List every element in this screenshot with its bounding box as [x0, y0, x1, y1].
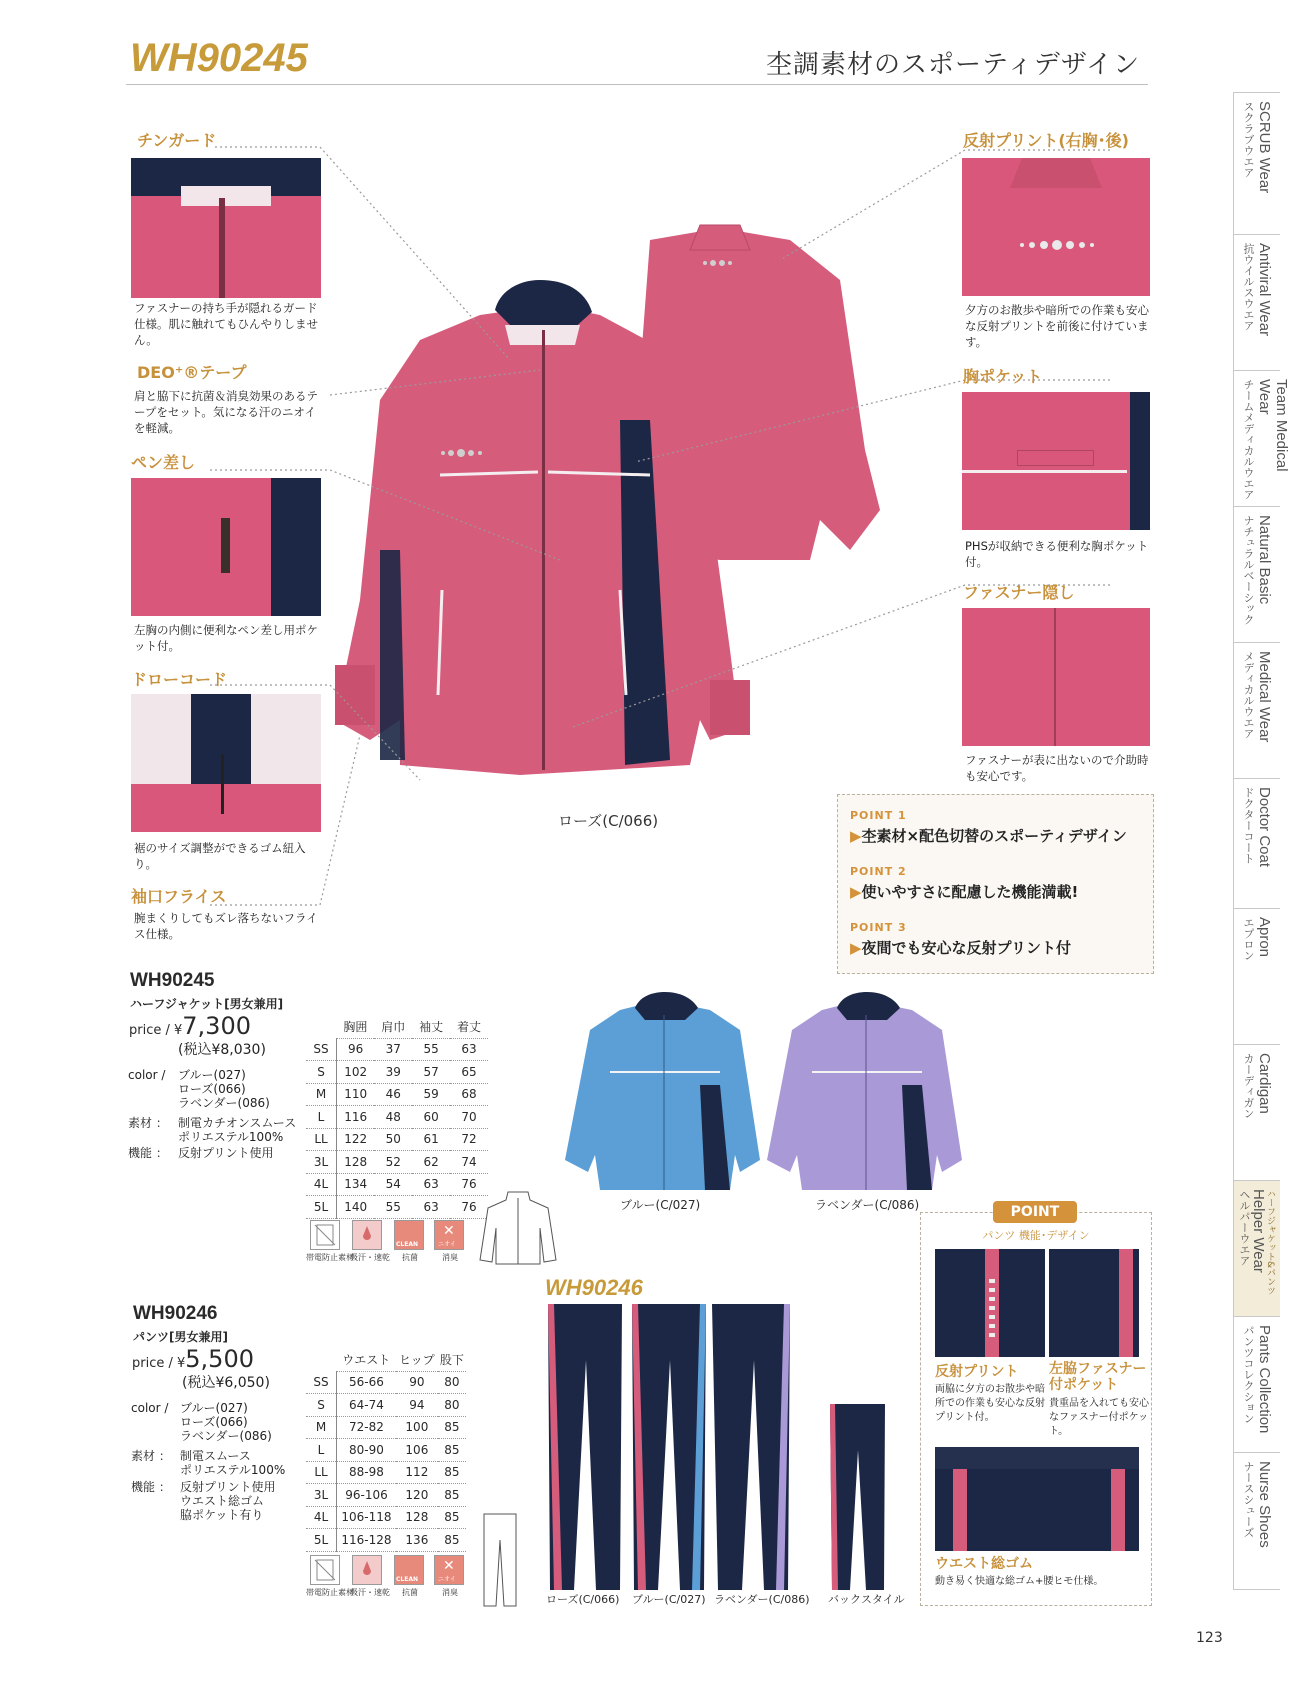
product2-function-label: 機能 ：	[131, 1480, 171, 1494]
sidebar-label-en: Medical Wear	[1256, 651, 1273, 743]
table-cell: 90	[396, 1371, 438, 1394]
table-cell: 72	[450, 1128, 488, 1151]
table-cell: 85	[438, 1461, 466, 1484]
function-item: 反射プリント使用	[178, 1146, 274, 1160]
sidebar-label-jp: エプロン	[1242, 917, 1255, 961]
point-3-label: POINT 3	[850, 921, 907, 934]
table-row	[306, 1106, 488, 1129]
sidebar-label-jp: メディカルウエア	[1242, 651, 1255, 739]
col-header: 胸囲	[337, 1016, 375, 1038]
table-cell: 80-90	[337, 1439, 396, 1462]
sidebar-item-nurse-shoes[interactable]	[1233, 1452, 1280, 1590]
table-cell: LL	[306, 1461, 337, 1484]
icon-label-1: 帯電防止素材	[306, 1588, 354, 1597]
table-cell: 48	[374, 1106, 412, 1129]
product2-icons	[306, 1555, 496, 1599]
table-cell: M	[306, 1416, 337, 1439]
icon-nioi-text: ニオイ	[438, 1241, 456, 1248]
table-row	[306, 1394, 466, 1417]
icon-label-3: 抗菌	[402, 1588, 418, 1597]
table-cell: 57	[412, 1061, 450, 1084]
table-cell: 3L	[306, 1151, 337, 1174]
sidebar-label-jp: ナチュラルベーシック	[1242, 515, 1255, 625]
table-row	[306, 1083, 488, 1106]
color-item: ブルー(027)	[180, 1401, 248, 1415]
table-row	[306, 1151, 488, 1174]
size-table-header	[306, 1349, 466, 1371]
table-cell: 5L	[306, 1196, 337, 1219]
product1-price	[129, 1012, 251, 1040]
product1-color-label: color /	[128, 1068, 166, 1082]
material-item: ポリエステル100%	[180, 1463, 286, 1477]
table-cell: 94	[396, 1394, 438, 1417]
point-panel-badge: POINT	[993, 1201, 1077, 1223]
table-row	[306, 1061, 488, 1084]
callout-reflect-title: 反射プリント(右胸･後)	[963, 131, 1129, 150]
product2-colors	[180, 1401, 272, 1443]
page-tagline: 杢調素材のスポーティデザイン	[766, 50, 1141, 80]
callout-deo-tape-text: 肩と脇下に抗菌＆消臭効果のあるテープをセット。気になる汗のニオイを軽減。	[134, 389, 318, 435]
pants-line-drawing	[480, 1510, 520, 1610]
point-2-text	[850, 881, 1078, 902]
table-cell: 128	[337, 1151, 375, 1174]
table-cell: 112	[396, 1461, 438, 1484]
table-row	[306, 1038, 488, 1061]
table-cell: 102	[337, 1061, 375, 1084]
arrow-icon: ▶	[850, 883, 862, 901]
pants-model-title: WH90246	[545, 1275, 643, 1300]
point-panel-item2-title: 左脇ファスナー付ポケット	[1049, 1361, 1147, 1393]
callout-chin-guard-text: ファスナーの持ち手が隠れるガード仕様。肌に触れてもひんやりしません。	[134, 301, 318, 347]
product2-code: WH90246	[133, 1303, 218, 1324]
product1-name: ハーフジャケット[男女兼用]	[130, 997, 284, 1011]
function-item: 反射プリント使用	[180, 1480, 276, 1494]
page-number: 123	[1196, 1630, 1223, 1646]
color-item: ローズ(066)	[180, 1415, 248, 1429]
icon-label-3: 抗菌	[402, 1253, 418, 1262]
sidebar-label-jp: スクラブウエア	[1242, 101, 1255, 178]
arrow-icon: ▶	[850, 939, 862, 957]
table-cell: 85	[438, 1506, 466, 1529]
table-row	[306, 1128, 488, 1151]
callout-pen-text: 左胸の内側に便利なペン差し用ポケット付。	[134, 623, 318, 653]
product1-colors	[178, 1068, 270, 1110]
table-cell: 88-98	[337, 1461, 396, 1484]
table-cell: 85	[438, 1529, 466, 1552]
product1-function-label: 機能 ：	[128, 1146, 168, 1160]
col-header: 袖丈	[412, 1016, 450, 1038]
product2-size-table	[306, 1349, 466, 1552]
callout-cuff-text: 腕まくりしてもズレ落ちないフライス仕様。	[134, 911, 318, 941]
product1-material-label: 素材 ：	[128, 1116, 168, 1130]
blue-jacket-image	[560, 990, 770, 1190]
table-cell: 128	[396, 1506, 438, 1529]
product2-tax: (税込¥6,050)	[182, 1375, 270, 1391]
sidebar-label-en: Doctor Coat	[1256, 787, 1273, 868]
point-1-text-value: 杢素材×配色切替のスポーティデザイン	[861, 827, 1127, 845]
deodorant-icon	[434, 1555, 464, 1585]
point-3-text	[850, 937, 1071, 958]
price-label: price / ¥	[129, 1023, 183, 1038]
lavender-jacket-caption: ラベンダー(C/086)	[815, 1198, 920, 1212]
size-table-header	[306, 1016, 488, 1038]
table-cell: 106	[396, 1439, 438, 1462]
col-header: ヒップ	[396, 1349, 438, 1371]
zip-hide-photo	[962, 608, 1150, 746]
icon-label-1: 帯電防止素材	[306, 1253, 354, 1262]
product2-price	[132, 1345, 254, 1373]
point-panel-item1-text: 両脇に夕方のお散歩や暗所での作業も安心な反射プリント付。	[935, 1384, 1045, 1423]
table-cell: 116-128	[337, 1529, 396, 1552]
table-cell: 65	[450, 1061, 488, 1084]
table-cell: 110	[337, 1083, 375, 1106]
pants-images	[540, 1300, 910, 1595]
zip-pocket-photo	[1049, 1249, 1139, 1357]
table-cell: 140	[337, 1196, 375, 1219]
product2-material-label: 素材 ：	[131, 1449, 171, 1463]
function-item: 脇ポケット有り	[180, 1508, 264, 1522]
callout-zip-hide-title: ファスナー隠し	[963, 583, 1075, 602]
color-item: ラベンダー(086)	[180, 1429, 272, 1443]
sidebar-label-sub: ハーフジャケット&パンツ	[1265, 1189, 1275, 1296]
table-cell: 106-118	[337, 1506, 396, 1529]
icon-clean-text: CLEAN	[396, 1241, 418, 1248]
table-cell: 55	[374, 1196, 412, 1219]
sidebar-label-en: Helper Wear	[1250, 1189, 1267, 1273]
sidebar-label-en: Pants Collection	[1256, 1325, 1273, 1434]
antibacterial-icon	[394, 1220, 424, 1250]
table-row	[306, 1416, 466, 1439]
table-cell: 68	[450, 1083, 488, 1106]
table-cell: 85	[438, 1416, 466, 1439]
table-cell: 76	[450, 1173, 488, 1196]
product1-function	[178, 1146, 274, 1160]
callout-chest-pocket-text: PHSが収納できる便利な胸ポケット付。	[965, 539, 1149, 569]
table-cell: 116	[337, 1106, 375, 1129]
product2-color-label: color /	[131, 1401, 169, 1415]
table-cell: SS	[306, 1038, 337, 1061]
point-1-label: POINT 1	[850, 809, 907, 822]
pants-caption-rose: ローズ(C/066)	[546, 1593, 620, 1606]
sidebar-label-en: Natural Basic	[1256, 515, 1273, 605]
table-cell: 122	[337, 1128, 375, 1151]
icon-label-4: 消臭	[442, 1253, 458, 1262]
product1-tax: (税込¥8,030)	[178, 1042, 266, 1058]
x-icon: ✕	[443, 1558, 455, 1574]
arrow-icon: ▶	[850, 827, 862, 845]
sidebar-label-jp: ドクターコート	[1242, 787, 1255, 864]
table-cell: 80	[438, 1371, 466, 1394]
callout-chest-pocket-title: 胸ポケット	[963, 367, 1043, 386]
table-cell: S	[306, 1394, 337, 1417]
col-header: 股下	[438, 1349, 466, 1371]
table-cell: 134	[337, 1173, 375, 1196]
material-item: 制電カチオンスムース	[178, 1116, 297, 1130]
table-row	[306, 1371, 466, 1394]
sidebar-label-jp: チームメディカルウエア	[1242, 379, 1255, 500]
sidebar-label-en: Team Medical Wear	[1256, 379, 1290, 472]
table-cell: 80	[438, 1394, 466, 1417]
point-1-text	[850, 825, 1127, 846]
table-row	[306, 1439, 466, 1462]
sweat-dry-icon	[352, 1220, 382, 1250]
price-label: price / ¥	[132, 1356, 186, 1371]
sweat-dry-icon	[352, 1555, 382, 1585]
pants-caption-back: バックスタイル	[828, 1593, 905, 1606]
callout-cuff-title: 袖口フライス	[131, 887, 227, 906]
icon-nioi-text: ニオイ	[438, 1576, 456, 1583]
blue-jacket-caption: ブルー(C/027)	[620, 1198, 701, 1212]
table-cell: 52	[374, 1151, 412, 1174]
col-header: 肩巾	[374, 1016, 412, 1038]
sidebar-label-jp: カーディガン	[1242, 1053, 1255, 1119]
sidebar-label-jp: 抗ウイルスウエア	[1242, 243, 1255, 331]
sidebar-label-en: SCRUB Wear	[1256, 101, 1273, 194]
point-panel-subtitle: パンツ 機能･デザイン	[982, 1229, 1090, 1242]
product2-name: パンツ[男女兼用]	[133, 1330, 228, 1344]
callout-reflect-text: 夕方のお散歩や暗所での作業も安心な反射プリントを前後に付けています。	[965, 303, 1149, 349]
table-cell: 63	[412, 1173, 450, 1196]
sidebar-label-jp: ヘルパーウエア	[1238, 1189, 1251, 1266]
product1-material	[178, 1116, 296, 1144]
product1-icons	[306, 1220, 496, 1264]
table-cell: LL	[306, 1128, 337, 1151]
col-header: 着丈	[450, 1016, 488, 1038]
lavender-jacket-image	[762, 990, 972, 1190]
jacket-line-drawing	[478, 1188, 558, 1266]
color-item: ローズ(066)	[178, 1082, 246, 1096]
points-box	[837, 794, 1154, 974]
table-cell: 74	[450, 1151, 488, 1174]
point-panel-item1-title: 反射プリント	[935, 1364, 1019, 1380]
table-cell: SS	[306, 1371, 337, 1394]
table-cell: L	[306, 1106, 337, 1129]
table-row	[306, 1196, 488, 1219]
table-cell: 96-106	[337, 1484, 396, 1507]
callout-deo-tape-title: DEO⁺®テープ	[137, 363, 247, 382]
antistatic-icon	[310, 1555, 340, 1585]
point-panel-item2-text: 貴重品を入れても安心なファスナー付ポケット。	[1049, 1398, 1149, 1437]
main-color-caption: ローズ(C/066)	[558, 812, 659, 830]
material-item: 制電スムース	[180, 1449, 251, 1463]
table-cell: S	[306, 1061, 337, 1084]
product2-function	[180, 1480, 276, 1522]
icon-label-2: 吸汗・速乾	[350, 1588, 390, 1597]
table-cell: 62	[412, 1151, 450, 1174]
sidebar-label-jp: ナースシューズ	[1242, 1461, 1255, 1538]
table-row	[306, 1529, 466, 1552]
table-cell: 60	[412, 1106, 450, 1129]
sidebar-label-en: Antiviral Wear	[1256, 243, 1273, 337]
table-cell: 72-82	[337, 1416, 396, 1439]
table-cell: 46	[374, 1083, 412, 1106]
pants-caption-blue: ブルー(C/027)	[632, 1593, 706, 1606]
price-value: 7,300	[182, 1012, 251, 1040]
color-item: ブルー(027)	[178, 1068, 246, 1082]
table-cell: 63	[412, 1196, 450, 1219]
reflect-print-photo	[935, 1249, 1045, 1357]
sidebar-item-cardigan[interactable]	[1233, 1044, 1280, 1181]
icon-label-4: 消臭	[442, 1588, 458, 1597]
material-item: ポリエステル100%	[178, 1130, 284, 1144]
sidebar-label-en: Cardigan	[1256, 1053, 1273, 1114]
deodorant-icon	[434, 1220, 464, 1250]
waist-photo	[935, 1447, 1139, 1551]
table-cell: 3L	[306, 1484, 337, 1507]
sidebar-label-jp: パンツコレクション	[1242, 1325, 1255, 1424]
table-cell: 136	[396, 1529, 438, 1552]
point-2-label: POINT 2	[850, 865, 907, 878]
callout-pen-title: ペン差し	[131, 453, 196, 472]
antistatic-icon	[310, 1220, 340, 1250]
table-cell: 85	[438, 1484, 466, 1507]
table-cell: 63	[450, 1038, 488, 1061]
table-cell: 64-74	[337, 1394, 396, 1417]
table-cell: 59	[412, 1083, 450, 1106]
callout-chin-guard-title: チンガード	[137, 131, 217, 150]
color-item: ラベンダー(086)	[178, 1096, 270, 1110]
sidebar-label-en: Apron	[1256, 917, 1273, 958]
product1-code: WH90245	[130, 970, 215, 991]
point-panel	[920, 1204, 1152, 1606]
table-cell: 55	[412, 1038, 450, 1061]
callout-zip-hide-text: ファスナーが表に出ないので介助時も安心です。	[965, 753, 1149, 783]
point-panel-item3-title: ウエスト総ゴム	[935, 1556, 1033, 1572]
sidebar-item-pants-collection[interactable]	[1233, 1316, 1280, 1453]
antibacterial-icon	[394, 1555, 424, 1585]
icon-clean-text: CLEAN	[396, 1576, 418, 1583]
table-cell: 61	[412, 1128, 450, 1151]
table-cell: L	[306, 1439, 337, 1462]
table-row	[306, 1484, 466, 1507]
table-cell: 39	[374, 1061, 412, 1084]
table-cell: 37	[374, 1038, 412, 1061]
chest-pocket-photo	[962, 392, 1150, 530]
product2-material	[180, 1449, 285, 1477]
table-cell: 4L	[306, 1173, 337, 1196]
product1-size-table	[306, 1016, 488, 1219]
table-cell: M	[306, 1083, 337, 1106]
sidebar-label-en: Nurse Shoes	[1256, 1461, 1273, 1548]
callout-drawcord-title: ドローコード	[131, 670, 228, 689]
table-cell: 4L	[306, 1506, 337, 1529]
table-cell: 50	[374, 1128, 412, 1151]
model-title: WH90245	[130, 36, 308, 80]
table-cell: 56-66	[337, 1371, 396, 1394]
table-cell: 100	[396, 1416, 438, 1439]
table-row	[306, 1506, 466, 1529]
table-cell: 70	[450, 1106, 488, 1129]
pants-caption-lavender: ラベンダー(C/086)	[714, 1593, 810, 1606]
icon-label-2: 吸汗・速乾	[350, 1253, 390, 1262]
table-cell: 120	[396, 1484, 438, 1507]
table-row	[306, 1461, 466, 1484]
reflect-photo	[962, 158, 1150, 296]
table-cell: 54	[374, 1173, 412, 1196]
function-item: ウエスト総ゴム	[180, 1494, 265, 1508]
point-2-text-value: 使いやすさに配慮した機能満載!	[861, 883, 1079, 901]
table-cell: 5L	[306, 1529, 337, 1552]
callout-drawcord-text: 裾のサイズ調整ができるゴム紐入り。	[134, 841, 306, 871]
x-icon: ✕	[443, 1223, 455, 1239]
table-cell: 96	[337, 1038, 375, 1061]
table-cell: 76	[450, 1196, 488, 1219]
col-header: ウエスト	[337, 1349, 396, 1371]
table-row	[306, 1173, 488, 1196]
sidebar-item-helper-wear[interactable]	[1233, 1180, 1280, 1317]
price-value: 5,500	[185, 1345, 254, 1373]
table-cell: 85	[438, 1439, 466, 1462]
point-3-text-value: 夜間でも安心な反射プリント付	[861, 939, 1071, 957]
point-panel-item3-text: 動き易く快適な総ゴム+腰ヒモ仕様。	[935, 1576, 1104, 1587]
